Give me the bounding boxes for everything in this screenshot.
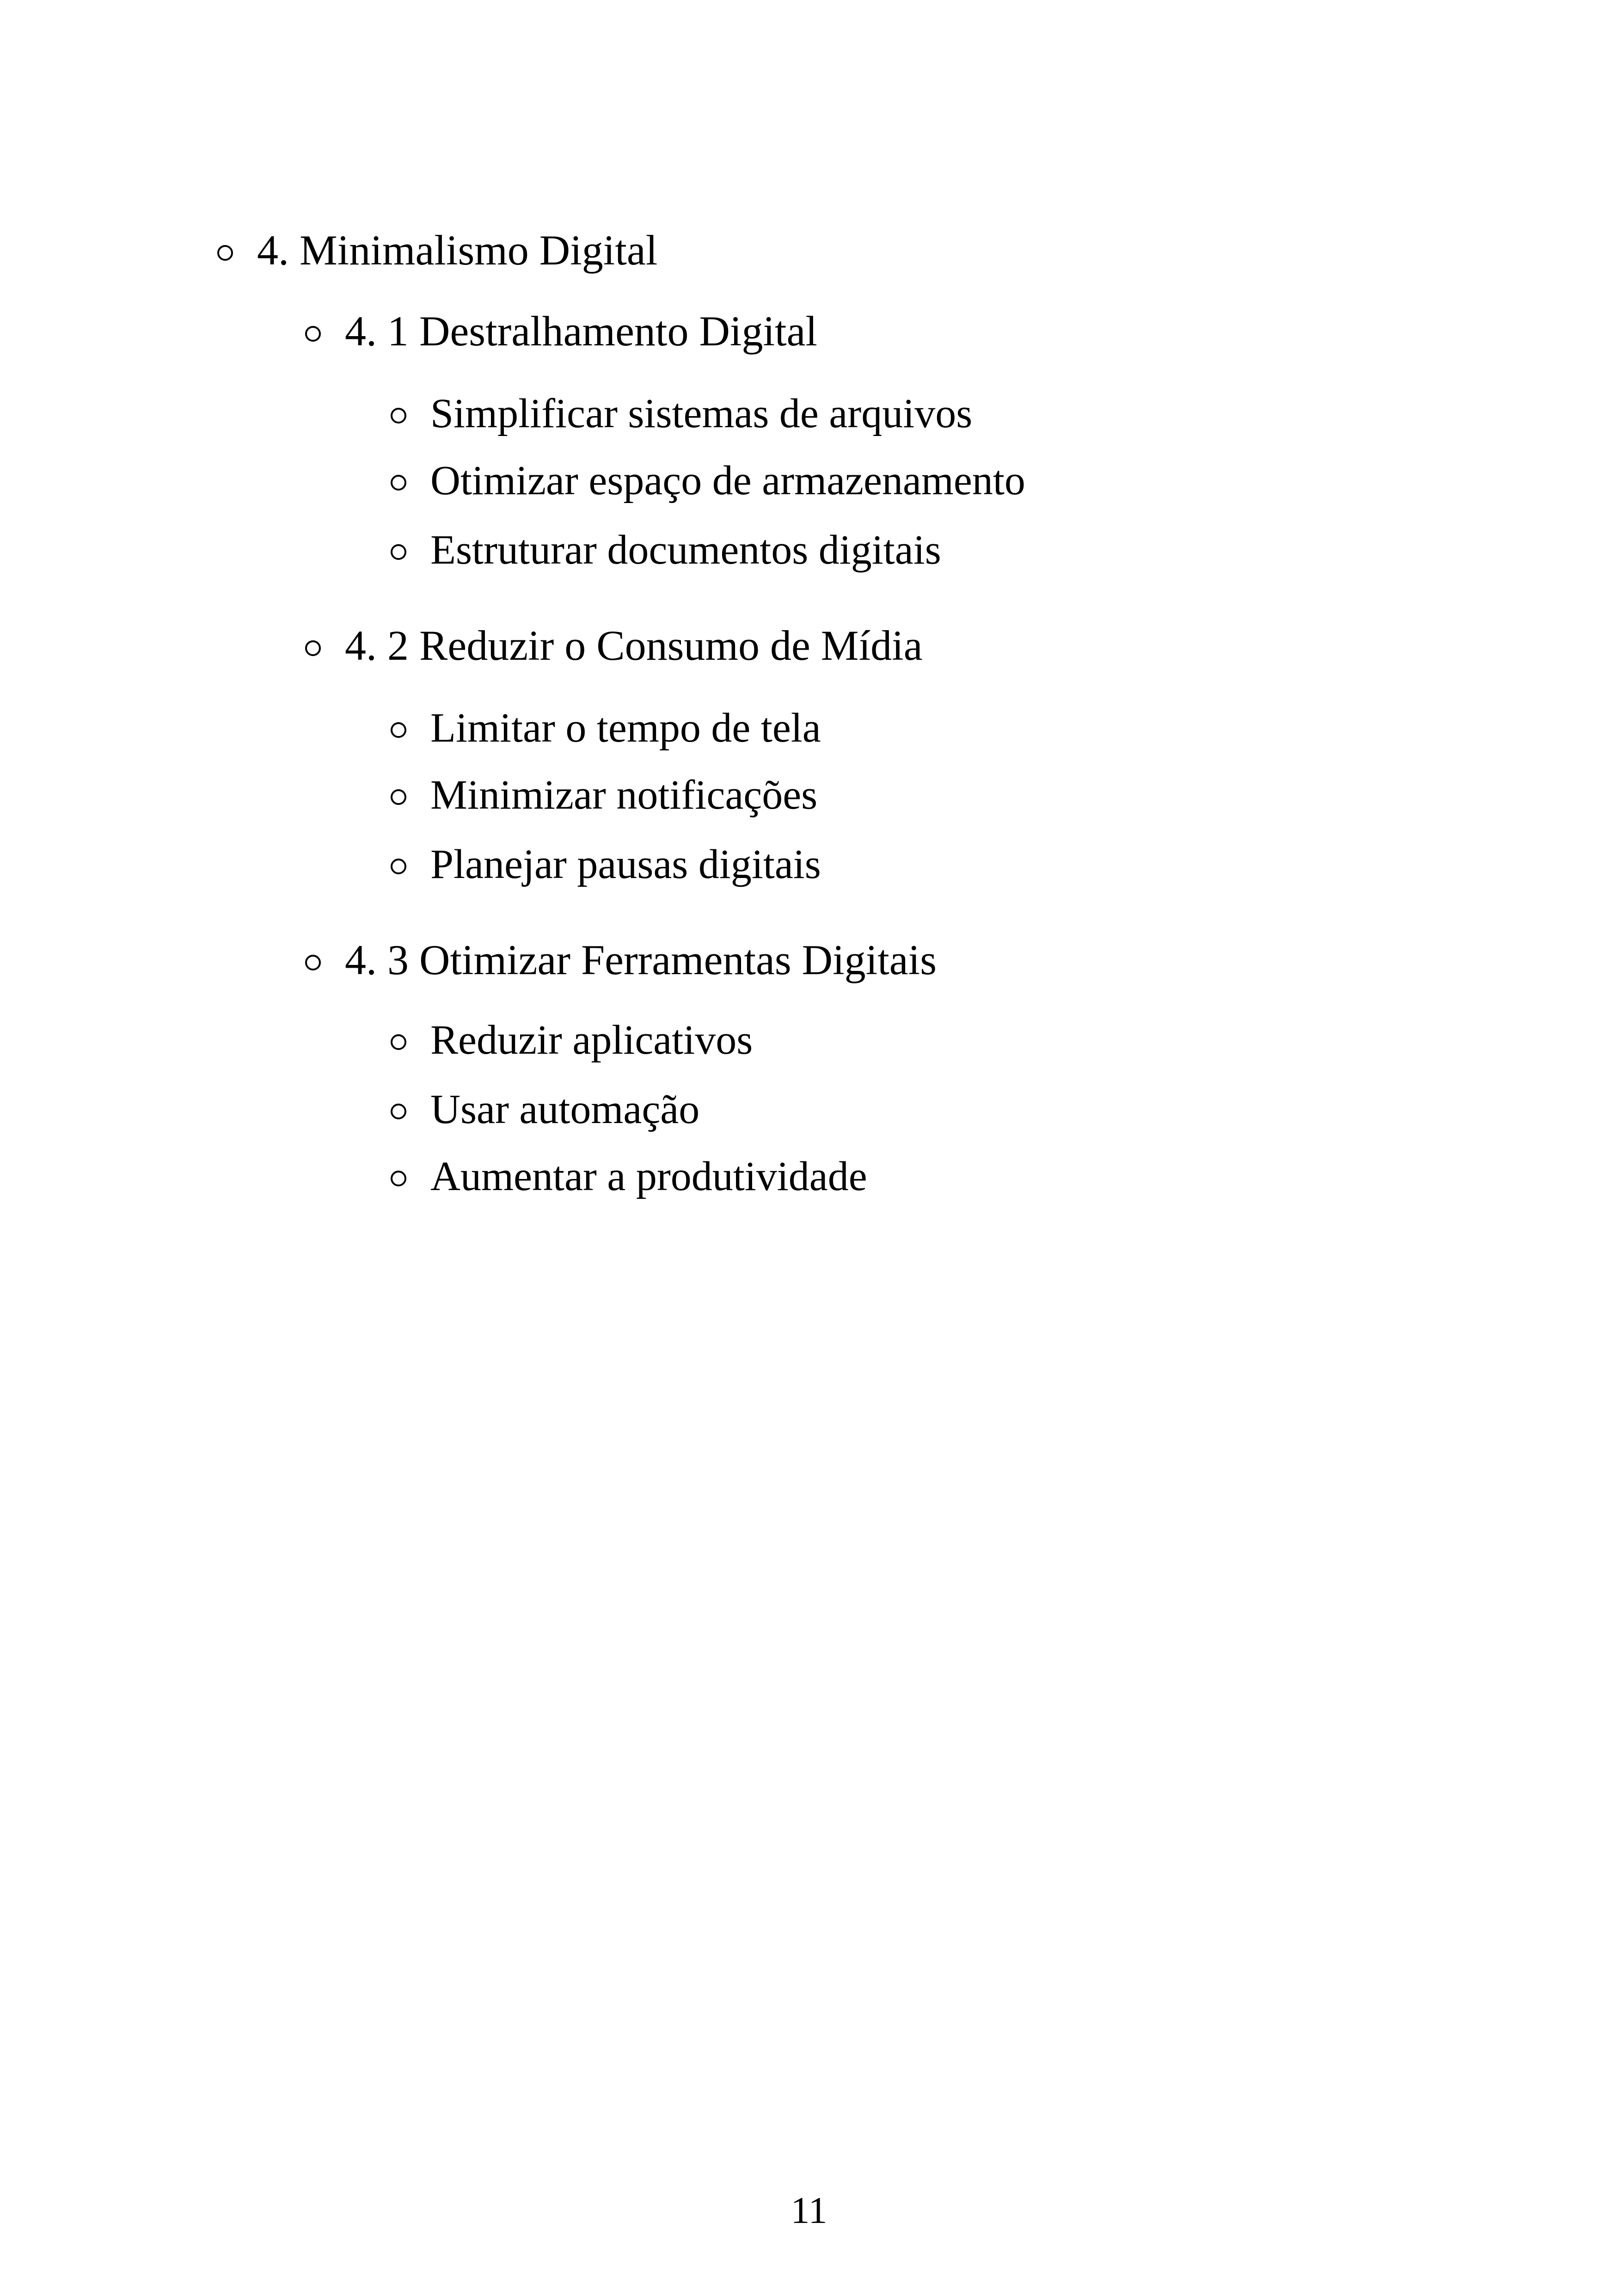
section-heading: 4. 3 Otimizar Ferramentas Digitais — [345, 936, 937, 983]
hollow-circle-bullet-icon — [391, 1104, 406, 1119]
section-heading-item — [305, 936, 937, 983]
list-item-text: Limitar o tempo de tela — [430, 705, 821, 751]
list-item — [391, 1089, 699, 1130]
list-item — [391, 1019, 753, 1061]
list-item-text: Simplificar sistemas de arquivos — [430, 391, 973, 436]
section-heading-item — [305, 307, 817, 355]
hollow-circle-bullet-icon — [305, 640, 321, 656]
list-item — [391, 393, 972, 435]
hollow-circle-bullet-icon — [391, 789, 406, 805]
outline-title-item — [217, 227, 658, 274]
list-item — [391, 529, 941, 571]
section-heading: 4. 1 Destralhamento Digital — [345, 307, 817, 355]
list-item-text: Reduzir aplicativos — [430, 1017, 753, 1063]
list-item — [391, 1156, 867, 1197]
hollow-circle-bullet-icon — [305, 955, 321, 970]
list-item-text: Usar automação — [430, 1087, 700, 1132]
list-item-text: Planejar pausas digitais — [430, 841, 821, 887]
hollow-circle-bullet-icon — [391, 475, 406, 491]
hollow-circle-bullet-icon — [305, 326, 321, 342]
hollow-circle-bullet-icon — [391, 1034, 406, 1050]
hollow-circle-bullet-icon — [391, 544, 406, 560]
hollow-circle-bullet-icon — [391, 408, 406, 424]
hollow-circle-bullet-icon — [391, 859, 406, 874]
list-item — [391, 460, 1025, 502]
section-heading-item — [305, 624, 923, 667]
list-item — [391, 774, 817, 816]
hollow-circle-bullet-icon — [391, 1171, 406, 1186]
list-item-text: Estruturar documentos digitais — [430, 527, 941, 573]
list-item — [391, 707, 821, 749]
hollow-circle-bullet-icon — [391, 722, 406, 738]
list-item — [391, 841, 821, 887]
list-item-text: Minimizar notificações — [430, 772, 818, 818]
section-heading: 4. 2 Reduzir o Consumo de Mídia — [345, 622, 923, 669]
list-item-text: Otimizar espaço de armazenamento — [430, 458, 1025, 503]
outline-title: 4. Minimalismo Digital — [257, 227, 658, 274]
list-item-text: Aumentar a produtividade — [430, 1154, 867, 1199]
hollow-circle-bullet-icon — [217, 245, 233, 261]
page-number: 11 — [791, 2189, 827, 2231]
